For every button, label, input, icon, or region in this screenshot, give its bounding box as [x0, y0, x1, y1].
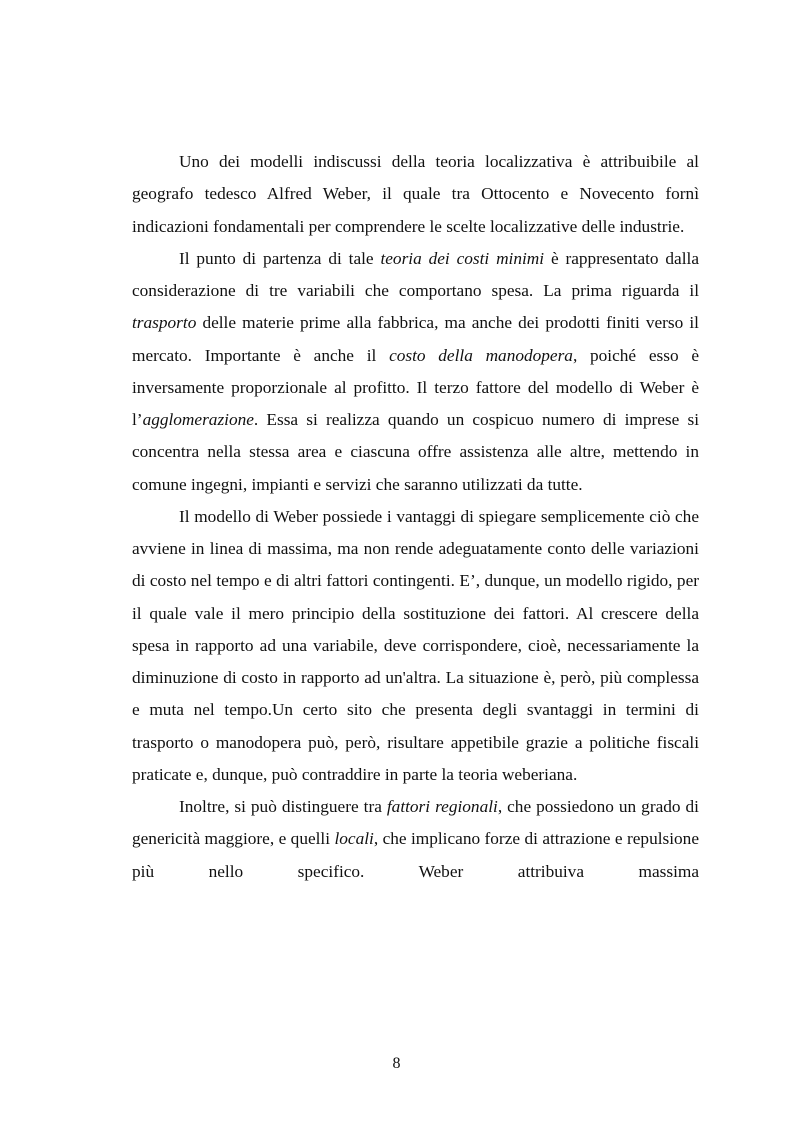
paragraph — [132, 243, 699, 501]
italic-term: fattori regionali — [386, 797, 498, 816]
text-run: Il modello di Weber possiede i vantaggi di spiegare semplicemente ciò che avviene in linea di massima, ma non rende adeguatamente conto delle variazioni di costo nel tempo e di altri fattori contingenti. E’, dunque, un modello rigido, per il quale vale il mero principio della sostituzione dei fattori. Al crescere della spesa in rapporto ad una variabile, deve corrispondere, cioè, necessariamente la diminuzione di costo in rapporto ad un'altra. La situazione è, però, più complessa e muta nel tempo.Un certo sito che presenta degli svantaggi in termini di trasporto o manodopera può, però, risultare appetibile grazie a politiche fiscali praticate e, dunque, può contraddire in parte la teoria weberiana. — [132, 506, 699, 784]
text-run: . Essa si realizza quando un cospicuo numero di imprese si concentra nella stessa area e ciascuna offre assistenza alle altre, mettendo in comune ingegni, impianti e servizi che saranno utilizzati da tutte. — [132, 410, 699, 494]
italic-term: trasporto — [132, 313, 197, 333]
italic-term: locali — [334, 829, 374, 849]
text-run: , poiché esso è inversamente proporzionale al profitto. Il terzo fattore del modello di Weber è l’ — [132, 345, 699, 429]
text-run: , che implicano forze di attrazione e repulsione più nello specifico. Weber attribuiva massima — [132, 829, 699, 881]
italic-term: teoria dei costi minimi — [380, 248, 545, 268]
text-run: Inoltre, si può distinguere tra — [179, 797, 387, 816]
paragraph — [132, 146, 699, 243]
italic-term: agglomerazione — [142, 410, 254, 429]
text-run: delle materie prime alla fabbrica, ma anche dei prodotti finiti verso il mercato. Importante è anche il — [132, 313, 699, 365]
page-number: 8 — [392, 1055, 401, 1072]
page-body — [132, 146, 699, 888]
text-run: , che possiedono un grado di genericità maggiore, e quelli — [132, 797, 699, 849]
paragraph — [132, 791, 699, 888]
text-run: Uno dei modelli indiscussi della teoria localizzativa è attribuibile al geografo tedesco Alfred Weber, il quale tra Ottocento e Novecento fornì indicazioni fondamentali per comprendere le scelte localizzative delle industrie. — [132, 152, 699, 236]
italic-term: costo della manodopera — [389, 345, 573, 365]
text-run: è rappresentato dalla considerazione di tre variabili che comportano spesa. La prima riguarda il — [132, 248, 700, 300]
paragraph — [132, 501, 699, 791]
text-run: Il punto di partenza di tale — [179, 248, 381, 268]
